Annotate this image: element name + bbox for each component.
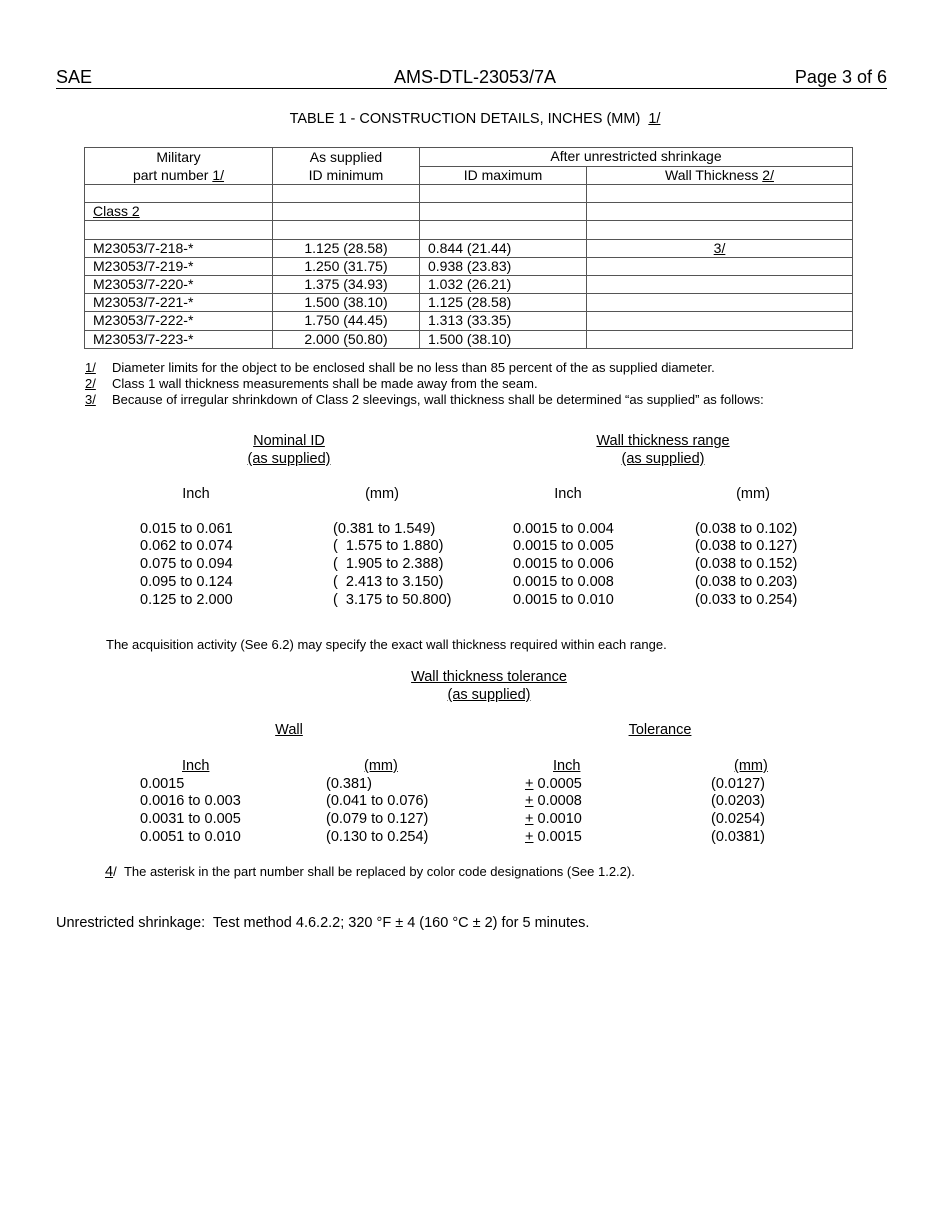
unrestricted-shrinkage-requirement: Unrestricted shrinkage: Test method 4.6.2.2; 320 °F ± 4 (160 °C ± 2) for 5 minutes. bbox=[56, 915, 590, 931]
table-row: M23053/7-219-* 1.250 (31.75) 0.938 (23.83) bbox=[85, 257, 853, 275]
table-row: M23053/7-221-* 1.500 (38.10) 1.125 (28.58) bbox=[85, 294, 853, 312]
header-left: SAE bbox=[56, 67, 93, 87]
unit-mm: (mm) bbox=[736, 486, 770, 502]
class-label: Class 2 bbox=[93, 203, 140, 220]
acquisition-note: The acquisition activity (See 6.2) may specify the exact wall thickness required within each range. bbox=[106, 637, 667, 652]
unit-inch: Inch bbox=[182, 758, 210, 774]
plus-minus-sign: + bbox=[525, 776, 534, 792]
col-head-id-maximum: ID maximum bbox=[420, 166, 587, 185]
tolerance-heading: Tolerance bbox=[628, 722, 692, 738]
table-row-blank bbox=[85, 185, 853, 203]
wall-note-3: 3/ bbox=[713, 239, 726, 256]
table-row: M23053/7-222-* 1.750 (44.45) 1.313 (33.35) bbox=[85, 312, 853, 330]
unit-mm: (mm) bbox=[734, 758, 768, 774]
table-row-class bbox=[85, 203, 853, 221]
nominal-id-heading: Nominal ID bbox=[253, 433, 325, 449]
table1-title: TABLE 1 - CONSTRUCTION DETAILS, INCHES (MM) 1/ bbox=[289, 111, 661, 127]
wall-range-heading: Wall thickness range bbox=[596, 433, 730, 449]
table-row-blank bbox=[85, 221, 853, 239]
table1-title-note: 1/ bbox=[648, 111, 661, 127]
table-row: M23053/7-220-* 1.375 (34.93) 1.032 (26.21) bbox=[85, 275, 853, 293]
header-page-number: Page 3 of 6 bbox=[794, 67, 887, 87]
col-head-part-number: Military part number 1/ bbox=[85, 148, 273, 185]
group-head-after-shrinkage: After unrestricted shrinkage bbox=[420, 148, 853, 167]
nominal-id-subheading: (as supplied) bbox=[247, 451, 331, 467]
construction-table bbox=[84, 147, 853, 349]
plus-minus-sign: + bbox=[525, 793, 534, 809]
wall-range-subheading: (as supplied) bbox=[621, 451, 705, 467]
table-row: M23053/7-218-* 1.125 (28.58) 0.844 (21.44) 3/ bbox=[85, 239, 853, 257]
note-4: 4/ The asterisk in the part number shall be replaced by color code designations (See 1.2.2). bbox=[105, 864, 635, 880]
col-head-wall-thickness: Wall Thickness 2/ bbox=[587, 166, 853, 185]
unit-mm: (mm) bbox=[364, 758, 398, 774]
tolerance-subtitle: (as supplied) bbox=[447, 687, 531, 703]
plus-minus-sign: + bbox=[525, 811, 534, 827]
unit-inch: Inch bbox=[182, 486, 210, 502]
unit-inch: Inch bbox=[554, 486, 582, 502]
col-head-id-minimum: As supplied ID minimum bbox=[273, 148, 420, 185]
plus-minus-sign: + bbox=[525, 829, 534, 845]
header-rule bbox=[56, 88, 887, 89]
unit-inch: Inch bbox=[553, 758, 581, 774]
unit-mm: (mm) bbox=[365, 486, 399, 502]
tolerance-title: Wall thickness tolerance bbox=[411, 669, 567, 685]
table-row: M23053/7-223-* 2.000 (50.80) 1.500 (38.10) bbox=[85, 330, 853, 348]
header-doc-id: AMS-DTL-23053/7A bbox=[393, 67, 557, 87]
wall-heading: Wall bbox=[275, 722, 303, 738]
